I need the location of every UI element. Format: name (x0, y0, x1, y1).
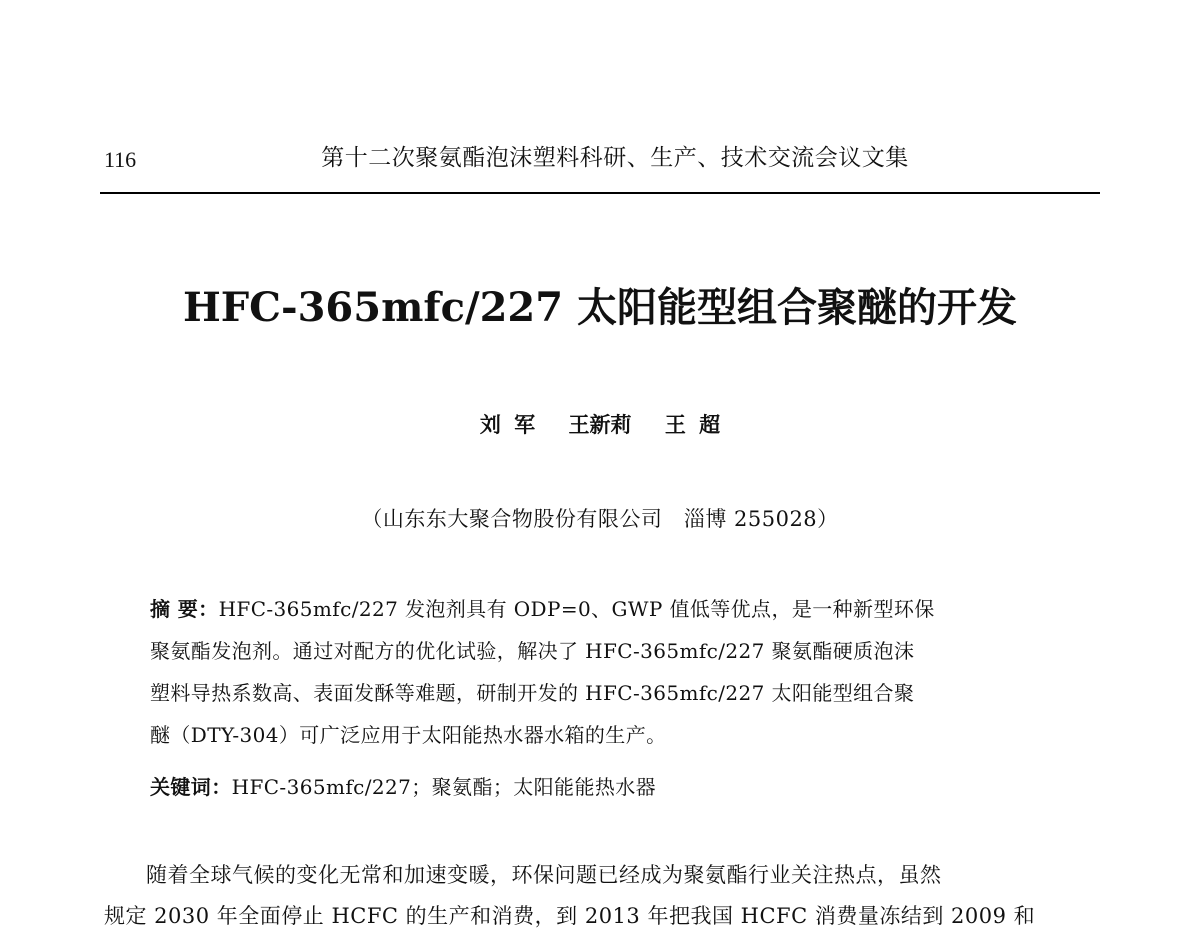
body-paragraph (104, 855, 1104, 937)
paper-title: HFC-365mfc/227 太阳能型组合聚醚的开发 (182, 284, 1018, 331)
body-line: 随着全球气候的变化无常和加速变暖，环保问题已经成为聚氨酯行业关注热点，虽然 (146, 863, 942, 887)
abstract-text: HFC-365mfc/227 发泡剂具有 ODP=0、GWP 值低等优点，是一种新型环保 (218, 597, 935, 621)
abstract-label: 摘 要： (150, 597, 219, 621)
keywords (150, 772, 1050, 802)
author-name: 王新莉 (568, 413, 632, 437)
body-line: 规定 2030 年全面停止 HCFC 的生产和消费，到 2013 年把我国 HCFC 消费量冻结到 2009 和 (104, 904, 1036, 928)
abstract-line: 聚氨酯发泡剂。通过对配方的优化试验，解决了 HFC-365mfc/227 聚氨酯硬质泡沫 (150, 639, 915, 663)
author-name: 王 超 (664, 413, 721, 437)
author-list (0, 411, 1200, 439)
keywords-label: 关键词： (150, 775, 232, 799)
abstract-line: 醚（DTY-304）可广泛应用于太阳能热水器水箱的生产。 (150, 723, 667, 747)
abstract (150, 588, 1050, 756)
page-number: 116 (104, 147, 137, 172)
abstract-line (150, 588, 1050, 630)
header-rule (100, 192, 1100, 194)
abstract-line: 塑料导热系数高、表面发酥等难题，研制开发的 HFC-365mfc/227 太阳能型组合聚 (150, 681, 915, 705)
affiliation: （山东东大聚合物股份有限公司 淄博 255028） (361, 507, 839, 531)
keywords-text: HFC-365mfc/227；聚氨酯；太阳能能热水器 (231, 775, 657, 799)
author-name: 刘 军 (479, 413, 536, 437)
running-head: 第十二次聚氨酯泡沫塑料科研、生产、技术交流会议文集 (321, 145, 909, 171)
